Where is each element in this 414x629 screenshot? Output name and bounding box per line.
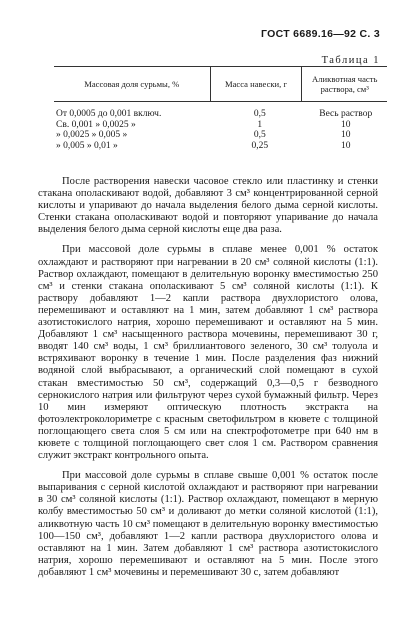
table-cell: 10 [340,130,351,140]
table-1 [54,66,387,151]
paragraph: При массовой доле сурьмы в сплаве свыше 0,001 % остаток после выпаривания с серной кислотой охлаждают и растворяют при нагревании в 30 см³ соляной кислоты (1:1). Раствор охлаждают, помещают в мерную колбу вместимостью 50 см³ и доливают до метки соляной кислотой (1:1), аликвотную часть 10 см³ помещают в делительную воронку вместимостью 100—150 см³, добавляют 1—2 капли раствора двухлористого олова и оставляют на 1 мин. Затем добавляют 1 см³ раствора азотистокислого натрия, хорошо перемешивают и оставляют на 5 мин. После этого добавляют 1 см³ мочевины и перемешивают 30 с, затем добавляют [38,470,378,578]
table-caption: Таблица 1 [321,55,380,66]
paragraph: При массовой доле сурьмы в сплаве менее 0,001 % остаток охлаждают и растворяют при нагревании в 20 см³ соляной кислоты (1:1). Раствор охлаждают, помещают в делительную воронку вместимостью 250 см³ и стенки стакана ополаскивают 5 см³ соляной кислоты (1:1). К раствору добавляют 1—2 капли раствора двухлористого олова, перемешивают и оставляют на 1 мин, затем добавляют 1 см³ раствора азотистокислого натрия, хорошо перемешивают и оставляют на 5 мин. Добавляют 1 см³ насыщенного раствора мочевины, перемешивают 30 г, вводят 140 см³ воды, 1 см³ бриллиантового зеленого, 30 см³ толуола и встряхивают воронку в течение 1 мин. После разделения фаз нижний водяной слой выбрасывают, а органический слой помещают в сухой стакан вместимостью 50 см³, содержащий 0,3—0,5 г безводного сернокислого натрия или фильтруют через сухой бумажный фильтр. Через 10 мин измеряют оптическую плотность экстракта на фотоэлектроколориметре с красным светофильтром в кювете с толщиной поглощающего света слоя 5 см или на спектрофотометре при 640 нм в кювете с толщиной поглощающего свет слоя 1 см. Раствором сравнения служит экстракт контрольного опыта. [38,244,378,462]
table-column-aliquot [304,109,387,151]
running-header: ГОСТ 6689.16—92 С. 3 [261,28,380,40]
table-header-cell: Масса навески, г [210,67,302,101]
table-column-fraction [54,109,215,151]
table-header-cell: Аликвотная часть раствора, см³ [301,67,387,101]
table-cell: Св. 0,001 » 0,0025 » [56,119,136,130]
table-cell: От 0,0005 до 0,001 включ. [56,109,162,119]
table-cell: 0,25 [251,140,269,151]
table-header [54,67,387,101]
table-cell: » 0,0025 » 0,005 » [56,130,128,140]
table-cell: Весь раствор [319,109,373,119]
table-header-cell: Массовая доля сурьмы, % [84,79,180,89]
table-cell: 10 [340,119,351,130]
table-cell: » 0,005 » 0,01 » [56,140,118,151]
table-cell: 0,5 [253,109,266,119]
table-column-mass [215,109,304,151]
table-cell: 1 [257,119,263,130]
table-cell: 0,5 [253,130,266,140]
table-cell: 10 [340,140,351,151]
table-body [54,102,387,151]
body-text [38,176,378,579]
paragraph: После растворения навески часовое стекло или пластинку и стенки стакана ополаскивают водой, добавляют 3 см³ концентрированной серной кислоты и упаривают до начала выделения белого дыма серной кислоты. Стенки стакана ополаскивают водой и повторяют упаривание до начала выделения белого дыма серной кислоты еще два раза. [38,176,378,236]
